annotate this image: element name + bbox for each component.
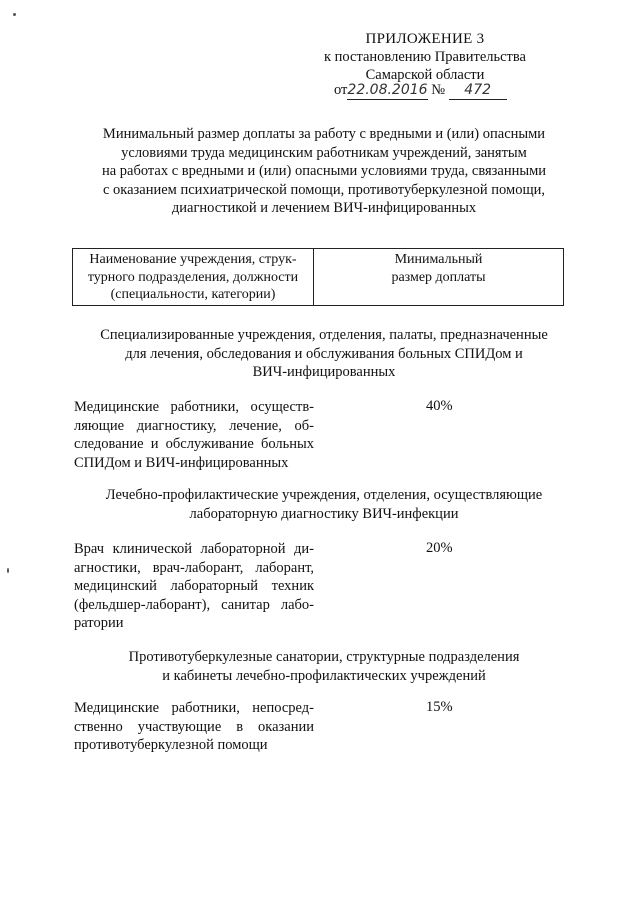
column-header-line: (специальности, категории) [110, 287, 276, 302]
section-title [78, 326, 570, 382]
rate-value: 15% [426, 699, 453, 715]
rate-value: 40% [426, 398, 453, 414]
description-line: следование и обслуживание больных [74, 436, 314, 452]
description-line: Врач клинической лабораторной ди- [74, 541, 314, 557]
document-heading [78, 125, 570, 218]
heading-line: с оказанием психиатрической помощи, противотуберкулезной помощи, [102, 181, 546, 198]
description-line: противотуберкулезной помощи [74, 737, 268, 753]
heading-line: диагностикой и лечением ВИЧ-инфицированных [171, 200, 477, 216]
column-header-line: турного подразделения, должности [87, 269, 299, 285]
column-header-rate [314, 249, 563, 305]
appendix-line-1: к постановлению Правительства [324, 49, 526, 65]
section-title-line: и кабинеты лечебно-профилактических учреждений [162, 667, 486, 684]
heading-line: условиями труда медицинским работникам учреждений, занятым [121, 144, 527, 161]
handwritten-number: 472 [464, 82, 492, 98]
position-description [74, 699, 314, 755]
from-label: от [334, 82, 348, 98]
scan-speck [7, 568, 9, 573]
description-line: (фельдшер-лаборант), санитар лабо- [74, 596, 314, 613]
column-header-position [73, 249, 314, 305]
description-line: медицинский лабораторный техник [74, 578, 314, 594]
column-header-line: размер доплаты [391, 269, 486, 285]
description-line: ственно участвующие в оказании [74, 718, 314, 735]
description-line: ляющие диагностику, лечение, об- [74, 417, 314, 434]
handwritten-date: 22.08.2016 [347, 82, 428, 98]
appendix-title: ПРИЛОЖЕНИЕ 3 [365, 31, 485, 47]
description-line: агностики, врач-лаборант, лаборант, [74, 559, 314, 576]
description-line: Медицинские работники, непосред- [74, 700, 314, 716]
position-description [74, 398, 314, 472]
appendix-line-2: Самарской области [365, 67, 485, 83]
rate-value: 20% [426, 540, 453, 556]
description-line: Медицинские работники, осуществ- [74, 399, 314, 415]
section-title-line: ВИЧ-инфицированных [252, 364, 396, 380]
section-title-line: Лечебно-профилактические учреждения, отделения, осуществляющие [105, 487, 543, 503]
registration-line [334, 82, 507, 100]
column-header-line: Наименование учреждения, струк- [89, 252, 297, 267]
section-title [78, 486, 570, 523]
table-row [74, 699, 566, 755]
section-title-line: для лечения, обследования и обслуживания больных СПИДом и [125, 345, 523, 362]
description-line: ратории [74, 615, 124, 631]
section-title [78, 648, 570, 685]
table-row [74, 398, 566, 472]
section-title-line: Противотуберкулезные санатории, структурные подразделения [128, 649, 520, 665]
section-title-line: лабораторную диагностику ВИЧ-инфекции [189, 505, 459, 522]
position-description [74, 540, 314, 633]
description-line: СПИДом и ВИЧ-инфицированных [74, 454, 289, 471]
table-row [74, 540, 566, 633]
heading-line: Минимальный размер доплаты за работу с вредными и (или) опасными [102, 126, 546, 142]
appendix-block [318, 30, 532, 84]
scan-speck [13, 13, 16, 16]
column-header-line: Минимальный [394, 252, 483, 267]
table-header [72, 248, 564, 306]
number-label: № [431, 82, 446, 98]
heading-line: на работах с вредными и (или) опасными условиями труда, связанными [101, 163, 547, 179]
section-title-line: Специализированные учреждения, отделения, палаты, предназначенные [100, 327, 548, 343]
